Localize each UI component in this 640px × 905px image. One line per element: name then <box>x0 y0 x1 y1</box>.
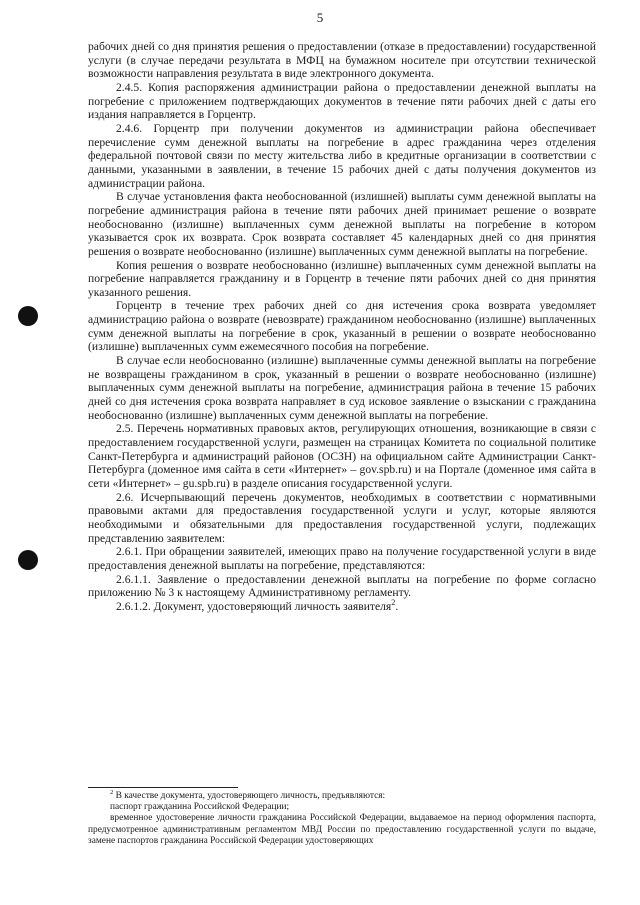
paragraph-2-6-1-1: 2.6.1.1. Заявление о предоставлении денежной выплаты на погребение по форме согласно приложению № 3 к настоящему Административному регламенту. <box>88 572 596 600</box>
paragraph-gorcentr-notice: Горцентр в течение трех рабочих дней со дня истечения срока возврата уведомляет администрацию района о возврате (невозврате) гражданином необоснованно (излишне) выплаченных сумм денежной выплаты на погребение в срок, указанный в решении о возврате необоснованно (излишне) выплаченных сумм ежемесячного пособия на погребение. <box>88 299 596 354</box>
punch-hole-bottom <box>18 550 38 570</box>
body-text <box>88 40 596 614</box>
footnote-reference: 2 <box>391 598 396 608</box>
paragraph-2-4-5: 2.4.5. Копия распоряжения администрации района о предоставлении денежной выплаты на погребение с приложением подтверждающих документов в течение пяти рабочих дней с даты его издания направляется в Горцентр. <box>88 80 596 122</box>
paragraph-continuation: рабочих дней со дня принятия решения о предоставлении (отказе в предоставлении) государственной услуги (в случае передачи результата в МФЦ на бумажном носителе при отсутствии технической возможности направления результата в виде электронного документа. <box>88 40 596 81</box>
paragraph-2-6-1-2-text: 2.6.1.2. Документ, удостоверяющий личность заявителя <box>116 599 392 613</box>
paragraph-2-6-1-2-tail: . <box>395 599 399 613</box>
paragraph-2-6-1-2 <box>88 600 596 614</box>
footnote-2 <box>88 788 596 802</box>
footnote-item-passport: паспорт гражданина Российской Федерации; <box>110 802 290 813</box>
paragraph-decision-copy: Копия решения о возврате необоснованно (излишне) выплаченных сумм денежной выплаты на погребение направляется гражданину и в Горцентр в течение пяти рабочих дней со дня принятия указанного решения. <box>88 258 596 299</box>
paragraph-2-6: 2.6. Исчерпывающий перечень документов, необходимых в соответствии с нормативными правовыми актами для предоставления государственной услуги и услуг, которые являются необходимыми и обязательными для предоставления государственной услуги, подлежащих представлению заявителем: <box>88 490 596 545</box>
paragraph-overpayment-decision: В случае установления факта необоснованной (излишней) выплаты сумм денежной выплаты на погребение администрация района в течение пяти рабочих дней принимает решение о возврате необоснованно (излишне) выплаченных сумм денежной выплаты на погребение в котором указывается срок их возврата. Срок возврата составляет 45 календарных дней со дня принятия решения о возврате необоснованно (излишне) выплаченных сумм денежной выплаты на погребение. <box>88 190 596 258</box>
footnote-item-temporary-id: временное удостоверение личности гражданина Российской Федерации, выдаваемое на период оформления паспорта, предусмотренное административным регламентом МВД России по предоставлению государственной услуги по выдаче, замене паспортов гражданина Российской Федерации удостоверяющих <box>88 813 596 846</box>
footnote-marker: 2 <box>110 788 114 796</box>
footnote-2-text: В качестве документа, удостоверяющего личность, предъявляются: <box>115 791 386 801</box>
paragraph-2-5: 2.5. Перечень нормативных правовых актов, регулирующих отношения, возникающие в связи с предоставлением государственной услуги, размещен на страницах Комитета по социальной политике Санкт-Петербурга и администраций районов (ОСЗН) на официальном сайте Администрации Санкт-Петербурга (доменное имя сайта в сети «Интернет» – gov.spb.ru) и на Портале (доменное имя сайта в сети «Интернет» – gu.spb.ru) в разделе описания государственной услуги. <box>88 422 596 490</box>
paragraph-2-6-1: 2.6.1. При обращении заявителей, имеющих право на получение государственной услуги в виде предоставления денежной выплаты на погребение, представляются: <box>88 545 596 572</box>
paragraph-2-4-6: 2.4.6. Горцентр при получении документов из администрации района обеспечивает перечисление сумм денежной выплаты на погребение в адрес гражданина через отделения федеральной почтовой связи по месту жительства либо в кредитные организации в соответствии с данными, указанными в заявлении, в течение 15 рабочих дней с даты получения документов из администрации района. <box>88 121 596 190</box>
footnotes <box>88 788 596 847</box>
punch-hole-top <box>18 306 38 326</box>
page-number: 5 <box>316 10 324 25</box>
footnote-separator <box>88 787 238 788</box>
paragraph-court-claim: В случае если необоснованно (излишне) выплаченные суммы денежной выплаты на погребение не возвращены гражданином в срок, указанный в решении о возврате необоснованно (излишне) выплаченных сумм денежной выплаты на погребение, администрация района в течение 15 рабочих дней со дня истечения срока возврата направляет в суд исковое заявление о взыскании с гражданина необоснованно (излишне) выплаченных сумм денежной выплаты на погребение. <box>88 354 596 422</box>
